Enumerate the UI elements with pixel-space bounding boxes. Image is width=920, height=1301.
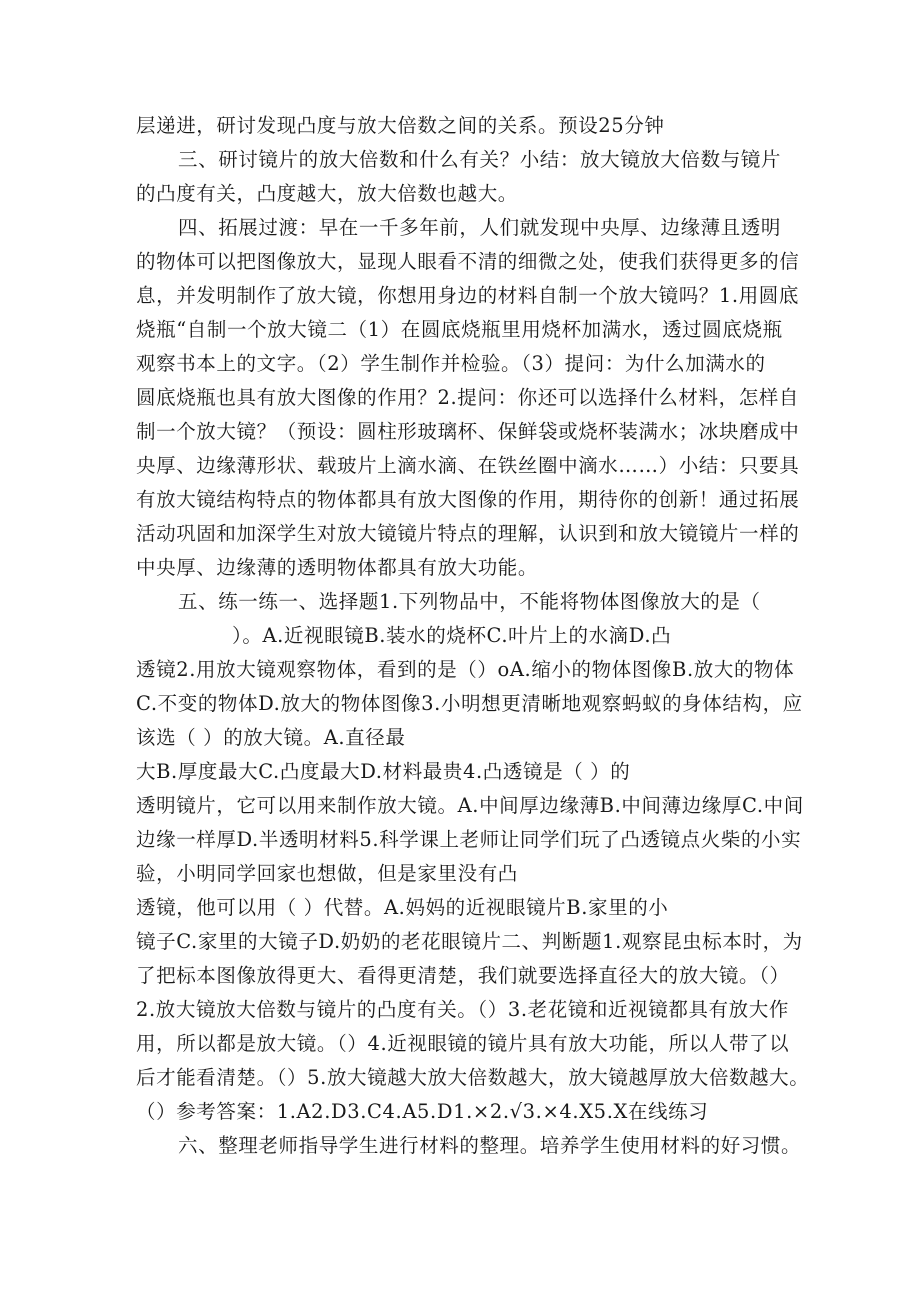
text-line: ）。A.近视眼镜B.装水的烧杯C.叶片上的水滴D.凸 bbox=[232, 624, 672, 647]
text-line: 了把标本图像放得更大、看得更清楚，我们就要选择直径大的放大镜。（） bbox=[136, 964, 790, 987]
text-line: 有放大镜结构特点的物体都具有放大图像的作用，期待你的创新！通过拓展 bbox=[136, 488, 800, 511]
text-line: 镜子C.家里的大镜子D.奶奶的老花眼镜片二、判断题1.观察昆虫标本时，为 bbox=[136, 930, 803, 953]
section-6-heading-line: 六、整理老师指导学生进行材料的整理。培养学生使用材料的好习惯。 bbox=[178, 1134, 802, 1157]
section-5-heading-line: 五、练一练一、选择题1.下列物品中，不能将物体图像放大的是（ bbox=[178, 590, 761, 613]
text-line: 透镜，他可以用（ ）代替。A.妈妈的近视眼镜片B.家里的小 bbox=[136, 896, 669, 919]
text-line: 的凸度有关，凸度越大，放大倍数也越大。 bbox=[136, 182, 518, 205]
text-line: 中央厚、边缘薄的透明物体都具有放大功能。 bbox=[136, 556, 539, 579]
section-3-heading-line: 三、研讨镜片的放大倍数和什么有关？小结：放大镜放大倍数与镜片 bbox=[178, 148, 782, 171]
text-line: 用，所以都是放大镜。（）4.近视眼镜的镜片具有放大功能，所以人带了以 bbox=[136, 1032, 790, 1055]
text-line: 烧瓶“自制一个放大镜二（1）在圆底烧瓶里用烧杯加满水，透过圆底烧瓶 bbox=[136, 318, 783, 341]
text-line: C.不变的物体D.放大的物体图像3.小明想更清晰地观察蚂蚁的身体结构，应 bbox=[136, 692, 803, 715]
text-line: 大B.厚度最大C.凸度最大D.材料最贵4.凸透镜是（ ）的 bbox=[136, 760, 631, 783]
text-line: 央厚、边缘薄形状、载玻片上滴水滴、在铁丝圈中滴水……）小结：只要具 bbox=[136, 454, 800, 477]
text-line: 透明镜片，它可以用来制作放大镜。A.中间厚边缘薄B.中间薄边缘厚C.中间 bbox=[136, 794, 804, 817]
text-line: 该选（ ）的放大镜。A.直径最 bbox=[136, 726, 406, 749]
text-line: 的物体可以把图像放大，显现人眼看不清的细微之处，使我们获得更多的信 bbox=[136, 250, 800, 273]
section-4-heading-line: 四、拓展过渡：早在一千多年前，人们就发现中央厚、边缘薄且透明 bbox=[178, 216, 782, 239]
text-line: 观察书本上的文字。（2）学生制作并检验。（3）提问：为什么加满水的 bbox=[136, 352, 766, 375]
text-line: 后才能看清楚。（）5.放大镜越大放大倍数越大，放大镜越厚放大倍数越大。 bbox=[136, 1066, 810, 1089]
text-line: 层递进，研讨发现凸度与放大倍数之间的关系。预设25分钟 bbox=[136, 114, 665, 137]
text-line: 边缘一样厚D.半透明材料5.科学课上老师让同学们玩了凸透镜点火柴的小实 bbox=[136, 828, 802, 851]
text-line: 息，并发明制作了放大镜，你想用身边的材料自制一个放大镜吗？1.用圆底 bbox=[136, 284, 800, 307]
text-line: 制一个放大镜？（预设：圆柱形玻璃杯、保鲜袋或烧杯装满水；冰块磨成中 bbox=[136, 420, 800, 443]
text-line: 活动巩固和加深学生对放大镜镜片特点的理解，认识到和放大镜镜片一样的 bbox=[136, 522, 800, 545]
answer-key-line: （）参考答案：1.A2.D3.C4.A5.D1.×2.√3.×4.X5.X在线练习 bbox=[136, 1100, 709, 1123]
text-line: 圆底烧瓶也具有放大图像的作用？2.提问：你还可以选择什么材料，怎样自 bbox=[136, 386, 800, 409]
text-line: 透镜2.用放大镜观察物体，看到的是（）oA.缩小的物体图像B.放大的物体 bbox=[136, 658, 795, 681]
text-line: 验，小明同学回家也想做，但是家里没有凸 bbox=[136, 862, 518, 885]
text-line: 2.放大镜放大倍数与镜片的凸度有关。（）3.老花镜和近视镜都具有放大作 bbox=[136, 998, 789, 1021]
